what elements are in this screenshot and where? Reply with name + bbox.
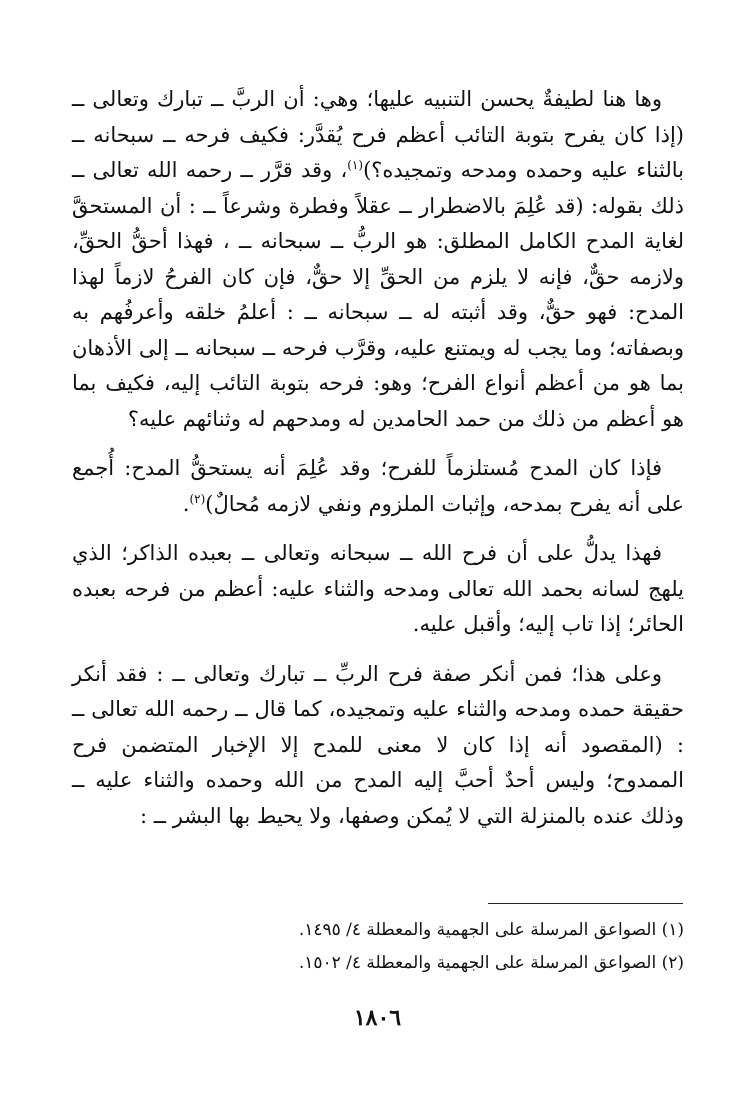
page-number: ١٨٠٦ bbox=[353, 1005, 402, 1031]
paragraph-2-text-a: فإذا كان المدح مُستلزماً للفرح؛ وقد عُلِمَ أنه يستحقُّ المدح: أُجمع على أنه يفرح بمدحه، وإثبات الملزوم ونفي لازمه مُحالٌ) bbox=[72, 456, 684, 516]
main-text bbox=[72, 82, 684, 848]
footnote-divider bbox=[488, 903, 683, 904]
footnotes bbox=[72, 914, 684, 980]
footnote-1: (١) الصواعق المرسلة على الجهمية والمعطلة ٤/ ١٤٩٥. bbox=[298, 920, 684, 940]
footnote-2: (٢) الصواعق المرسلة على الجهمية والمعطلة ٤/ ١٥٠٢. bbox=[298, 953, 684, 973]
paragraph-3-text: فهذا يدلُّ على أن فرح الله ــ سبحانه وتعالى ــ بعبده الذاكر؛ الذي يلهج لسانه بحمد الله تعالى ومدحه والثناء عليه: أعظم من فرحه بعبده الحائر؛ إذا تاب إليه؛ وأقبل عليه. bbox=[72, 541, 684, 636]
paragraph-4-text: وعلى هذا؛ فمن أنكر صفة فرح الربِّ ــ تبارك وتعالى ــ : فقد أنكر حقيقة حمده ومدحه والثناء عليه وتمجيده، كما قال ــ رحمه الله تعالى ــ : (المقصود أنه إذا كان لا معنى للمدح إلا الإخبار المتضمن فرح الممدوح؛ وليس أحدٌ أحبَّ إليه المدح من الله وحمده والثناء عليه ــ وذلك عنده بالمنزلة التي لا يُمكن وصفها، ولا يحيط بها البشر ــ : bbox=[72, 661, 684, 828]
paragraph-2 bbox=[72, 451, 684, 522]
paragraph-3 bbox=[72, 536, 684, 643]
paragraph-1 bbox=[72, 82, 684, 437]
paragraph-1-text-b: ، وقد قرَّر ــ رحمه الله تعالى ــ ذلك بقوله: (قد عُلِمَ بالاضطرار ــ عقلاً وفطرة وشرعاً ــ : أن المستحقَّ لغاية المدح الكامل المطلق: هو الربُّ ــ سبحانه ــ ، فهذا أحقُّ الحقِّ، ولازمه حقٌّ، فإنه لا يلزم من الحقِّ إلا حقٌّ، فإن كان الفرحُ لازماً لهذا المدح: فهو حقٌّ، وقد أثبته له ــ سبحانه ــ : أعلمُ خلقه وأعرفُهم به وبصفاته؛ وما يجب له ويمتنع عليه، وقرَّب فرحه ــ سبحانه ــ إلى الأذهان بما هو من أعظم أنواع الفرح؛ وهو: فرحه بتوبة التائب إليه، فكيف بما هو أعظم من ذلك من حمد الحامدين له ومدحهم له وثنائهم عليه؟ bbox=[72, 158, 684, 431]
footnote-ref-2: (٢) bbox=[189, 491, 206, 506]
footnote-ref-1: (١) bbox=[347, 158, 364, 172]
paragraph-2-text-b: . bbox=[182, 491, 190, 516]
paragraph-4 bbox=[72, 657, 684, 835]
paragraph-1-text-a: وها هنا لطيفةٌ يحسن التنبيه عليها؛ وهي: أن الربَّ ــ تبارك وتعالى ــ (إذا كان يفرح بتوبة التائب أعظم فرح يُقدَّر: فكيف فرحه ــ سبحانه ــ بالثناء عليه وحمده ومدحه وتمجيده؟) bbox=[72, 87, 684, 182]
